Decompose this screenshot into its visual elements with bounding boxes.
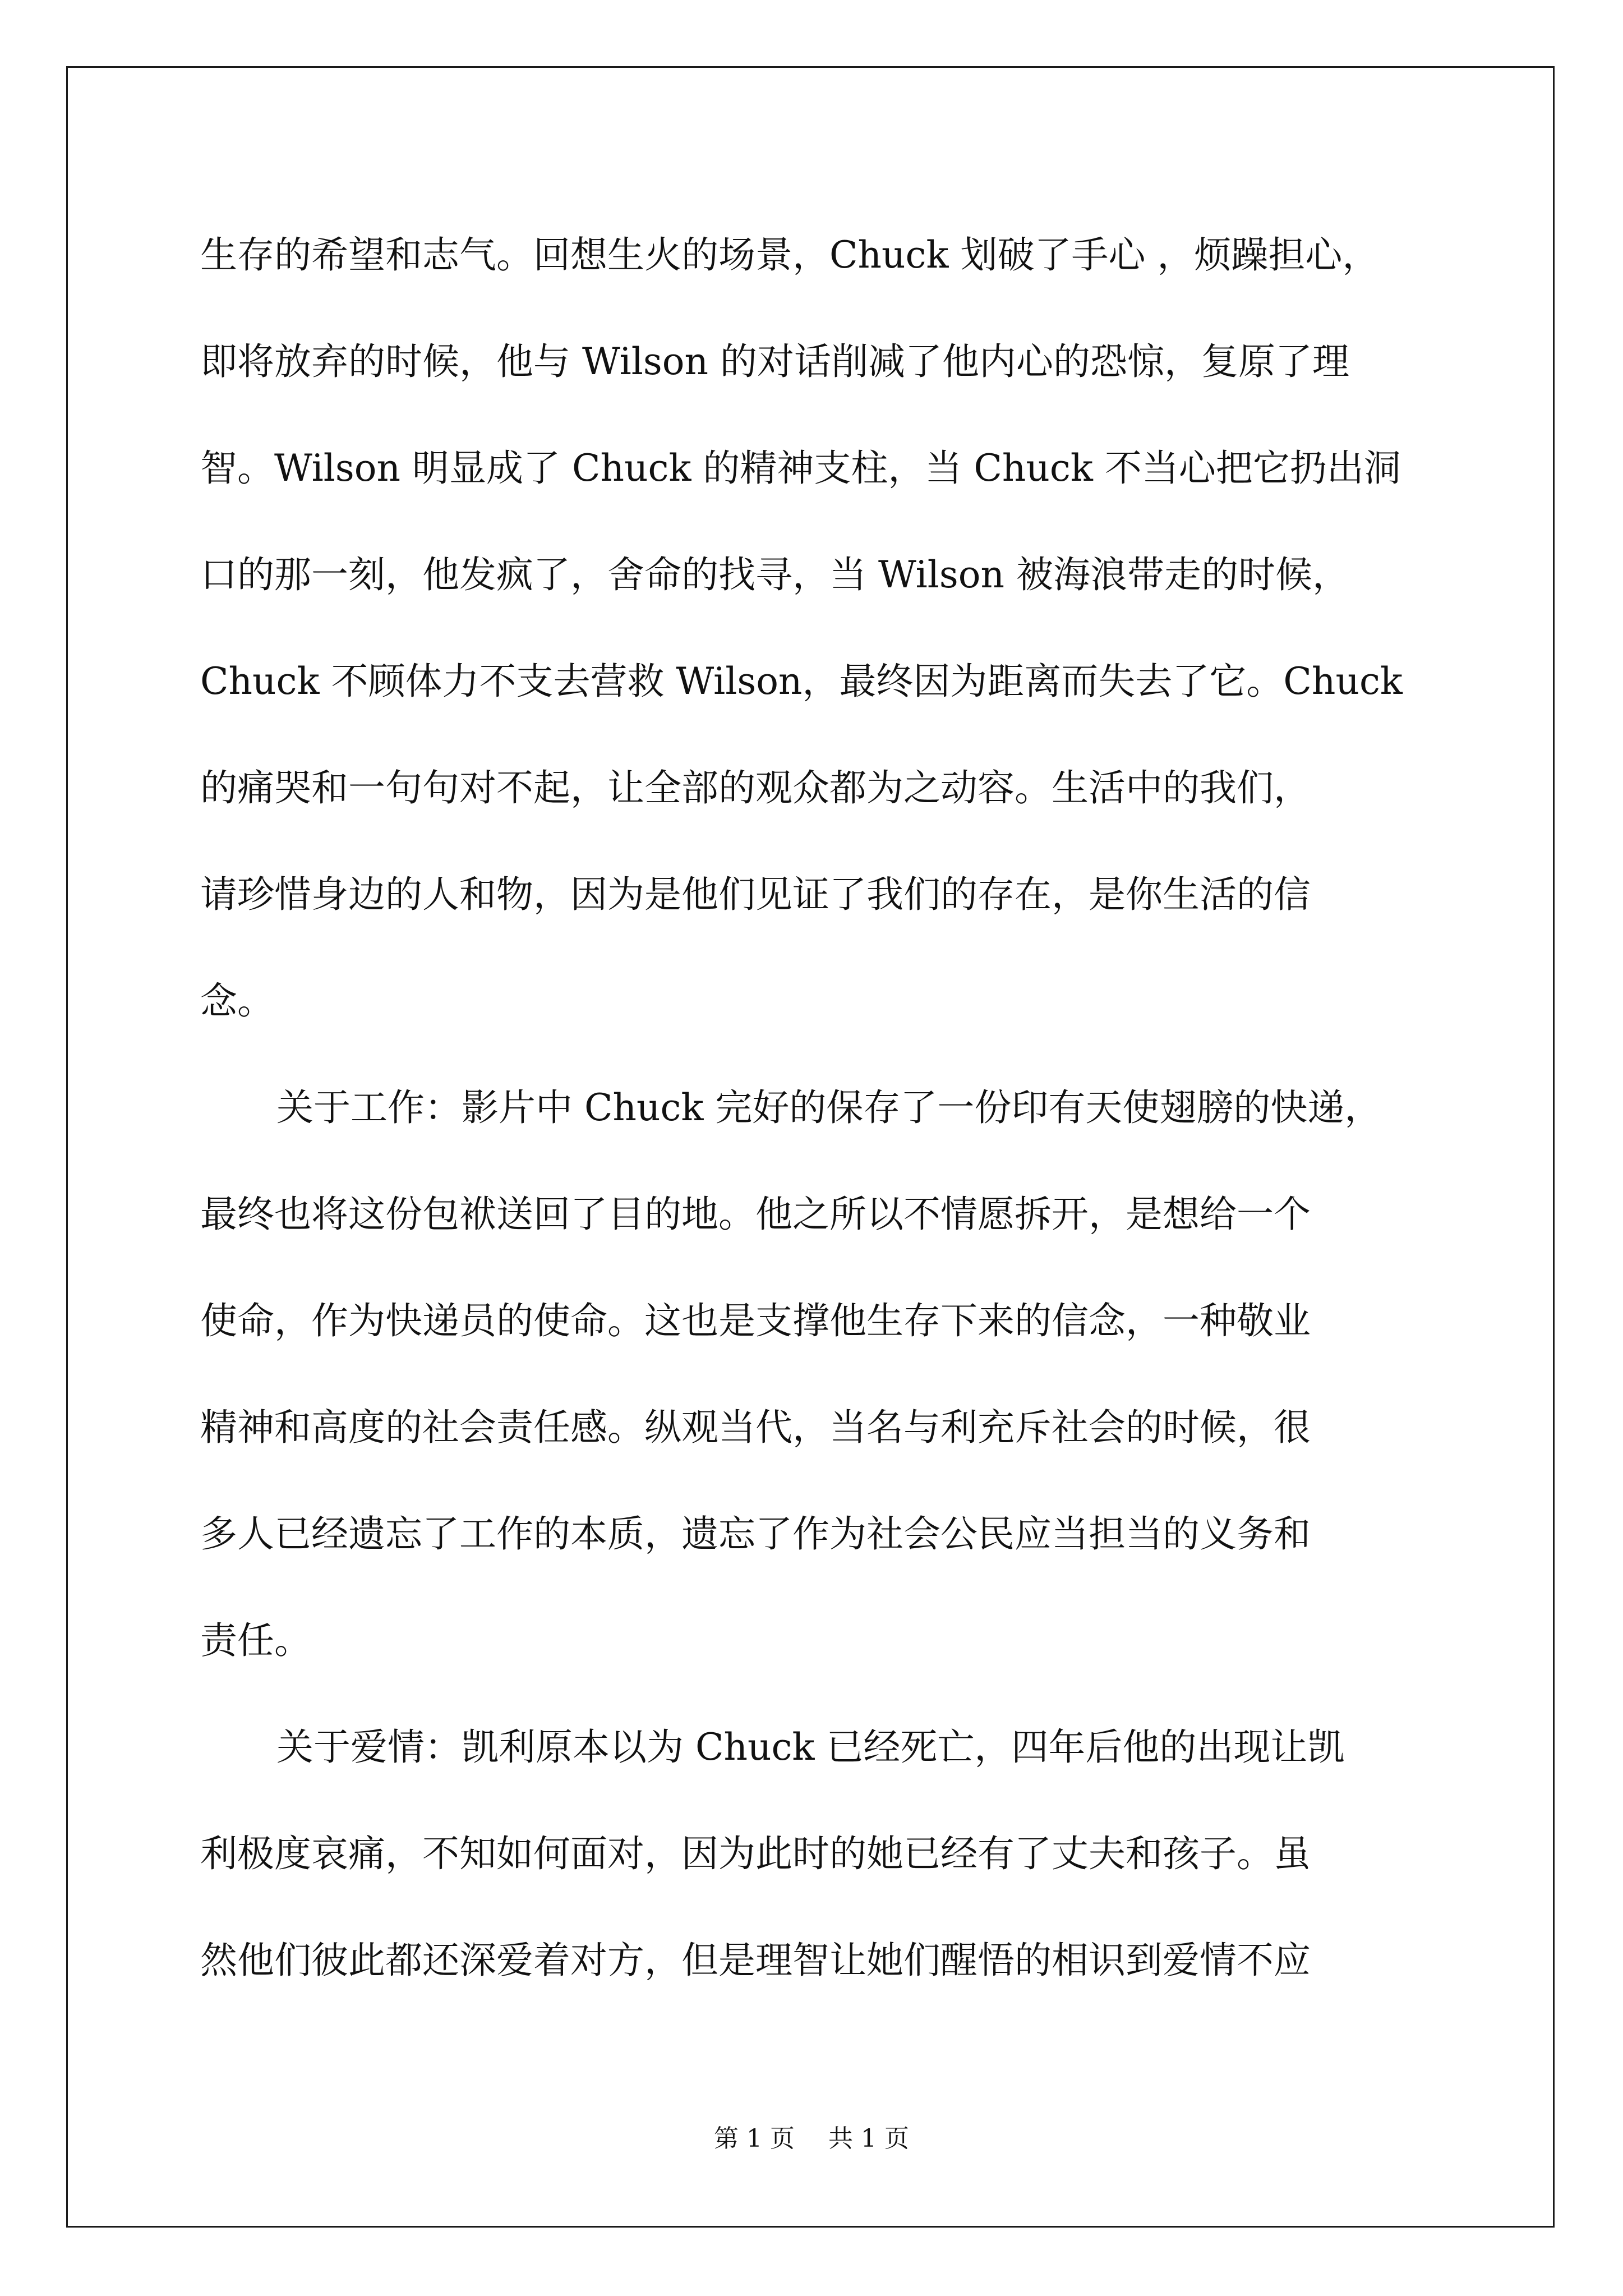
text-line: Chuck 不顾体力不支去营救 Wilson，最终因为距离而失去了它。Chuck bbox=[200, 660, 1403, 703]
text-line: 使命，作为快递员的使命。这也是支撑他生存下来的信念，一种敬业 bbox=[200, 1299, 1311, 1342]
text-line: 责任。 bbox=[200, 1619, 311, 1662]
text-line: 最终也将这份包袱送回了目的地。他之所以不情愿拆开，是想给一个 bbox=[200, 1193, 1311, 1236]
text-line: 生存的希望和志气。回想生火的场景，Chuck 划破了手心 ，烦躁担心， bbox=[200, 233, 1380, 277]
document-body bbox=[200, 202, 1434, 2014]
paragraph-start-line: 关于爱情：凯利原本以为 Chuck 已经死亡，四年后他的出现让凯 bbox=[276, 1726, 1345, 1769]
text-line: 利极度哀痛，不知如何面对，因为此时的她已经有了丈夫和孩子。虽 bbox=[200, 1832, 1311, 1875]
text-line: 精神和高度的社会责任感。纵观当代，当名与利充斥社会的时候，很 bbox=[200, 1406, 1311, 1449]
text-line: 口的那一刻，他发疯了，舍命的找寻，当 Wilson 被海浪带走的时候， bbox=[200, 553, 1349, 596]
page-total: 共 1 页 bbox=[828, 2124, 909, 2153]
page-footer bbox=[0, 2118, 1623, 2154]
text-line: 智。Wilson 明显成了 Chuck 的精神支柱，当 Chuck 不当心把它扔出洞 bbox=[200, 447, 1401, 490]
page-number: 第 1 页 bbox=[714, 2124, 795, 2153]
text-line: 多人已经遗忘了工作的本质，遗忘了作为社会公民应当担当的义务和 bbox=[200, 1512, 1311, 1556]
text-line: 即将放弃的时候，他与 Wilson 的对话削减了他内心的恐惊，复原了理 bbox=[200, 340, 1349, 383]
paragraph-start-line: 关于工作：影片中 Chuck 完好的保存了一份印有天使翅膀的快递， bbox=[276, 1086, 1382, 1129]
text-line: 的痛哭和一句句对不起，让全部的观众都为之动容。生活中的我们， bbox=[200, 766, 1311, 809]
text-line: 念。 bbox=[200, 979, 274, 1023]
text-line: 然他们彼此都还深爱着对方，但是理智让她们醒悟的相识到爱情不应 bbox=[200, 1939, 1311, 1982]
text-line: 请珍惜身边的人和物，因为是他们见证了我们的存在，是你生活的信 bbox=[200, 873, 1311, 916]
